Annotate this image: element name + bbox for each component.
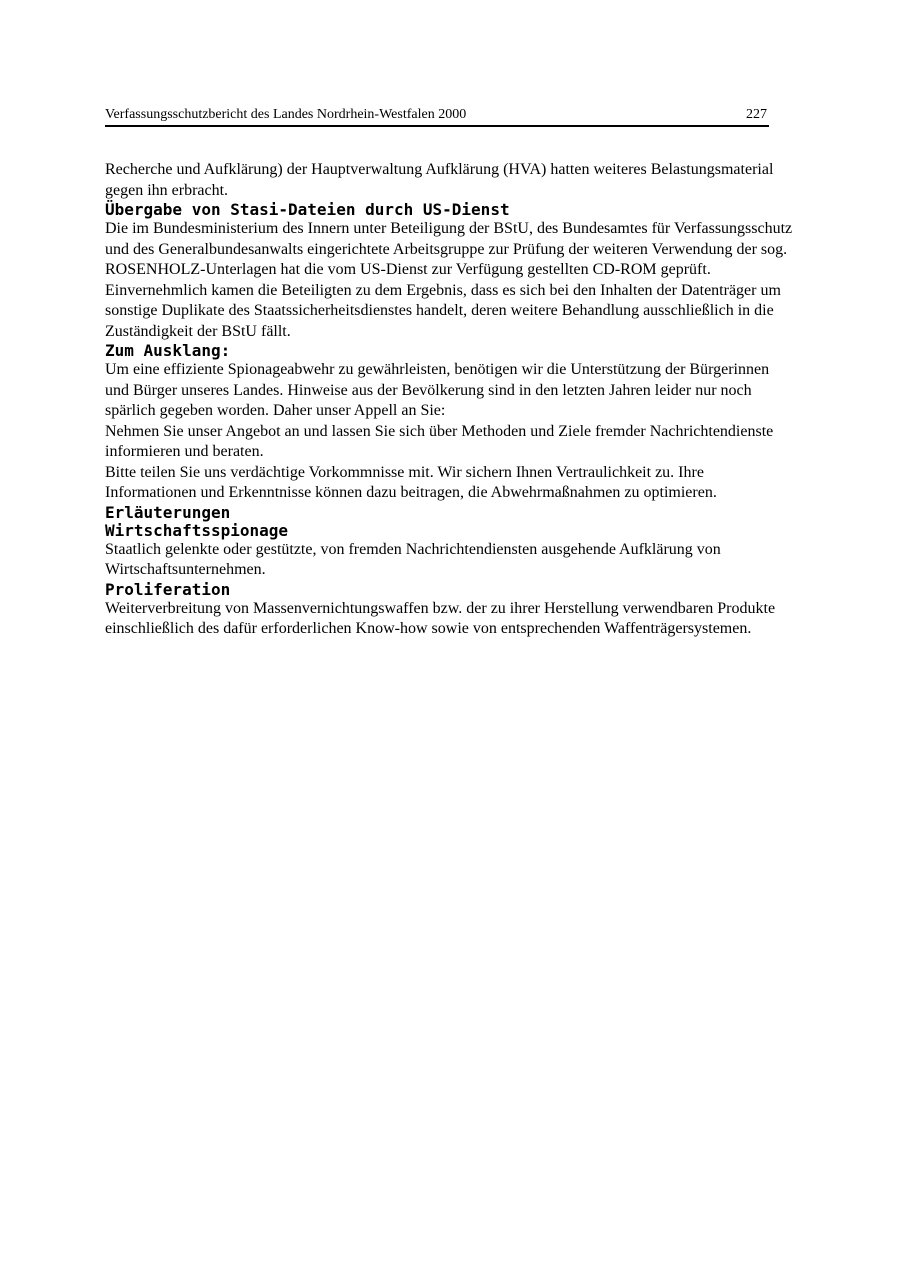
heading-proliferation: Proliferation xyxy=(105,579,231,599)
heading-wirtschaftsspionage: Wirtschaftsspionage xyxy=(105,520,289,540)
paragraph-ausklang-3: Bitte teilen Sie uns verdächtige Vorkommnisse mit. Wir sichern Ihnen Vertraulichkeit zu. Ihre Informationen und Erkenntnisse können dazu beitragen, die Abwehrmaßnahmen zu optimieren. xyxy=(105,463,717,501)
paragraph-proliferation: Weiterverbreitung von Massenvernichtungswaffen bzw. der zu ihrer Herstellung verwendbaren Produkte einschließlich des dafür erforderlichen Know-how sowie von entsprechenden Waffenträgersystemen. xyxy=(105,599,776,637)
page-body xyxy=(105,160,795,640)
paragraph-ausklang-2: Nehmen Sie unser Angebot an und lassen Sie sich über Methoden und Ziele fremder Nachrichtendienste informieren und beraten. xyxy=(105,422,774,460)
heading-erlaeuterungen: Erläuterungen xyxy=(105,502,231,522)
running-header xyxy=(105,107,769,127)
header-title: Verfassungsschutzbericht des Landes Nordrhein-Westfalen 2000 xyxy=(105,107,467,122)
page-number: 227 xyxy=(746,107,767,122)
heading-uebergabe: Übergabe von Stasi-Dateien durch US-Dienst xyxy=(105,200,510,219)
paragraph-wirtschaftsspionage: Staatlich gelenkte oder gestützte, von fremden Nachrichtendiensten ausgehende Aufklärung von Wirtschaftsunternehmen. xyxy=(105,540,721,578)
heading-ausklang: Zum Ausklang: xyxy=(105,341,231,360)
paragraph-uebergabe-1: Die im Bundesministerium des Innern unter Beteiligung der BStU, des Bundesamtes für Verfassungsschutz und des Generalbundesanwalts eingerichtete Arbeitsgruppe zur Prüfung der weiteren Verwendung der sog. ROSENHOLZ-Unterlagen hat die vom US-Dienst zur Verfügung gestellten CD-ROM geprüft. xyxy=(105,220,793,278)
paragraph-ausklang-1: Um eine effiziente Spionageabwehr zu gewährleisten, benötigen wir die Unterstützung der Bürgerinnen und Bürger unseres Landes. Hinweise aus der Bevölkerung sind in den letzten Jahren leider nur noch spärlich gegeben worden. Daher unser Appell an Sie: xyxy=(105,361,770,419)
paragraph-intro: Recherche und Aufklärung) der Hauptverwaltung Aufklärung (HVA) hatten weiteres Belastungsmaterial gegen ihn erbracht. xyxy=(105,161,774,199)
paragraph-uebergabe-2: Einvernehmlich kamen die Beteiligten zu dem Ergebnis, dass es sich bei den Inhalten der Datenträger um sonstige Duplikate des Staatssicherheitsdienstes handelt, deren weitere Behandlung ausschließlich in die Zuständigkeit der BStU fällt. xyxy=(105,281,781,340)
